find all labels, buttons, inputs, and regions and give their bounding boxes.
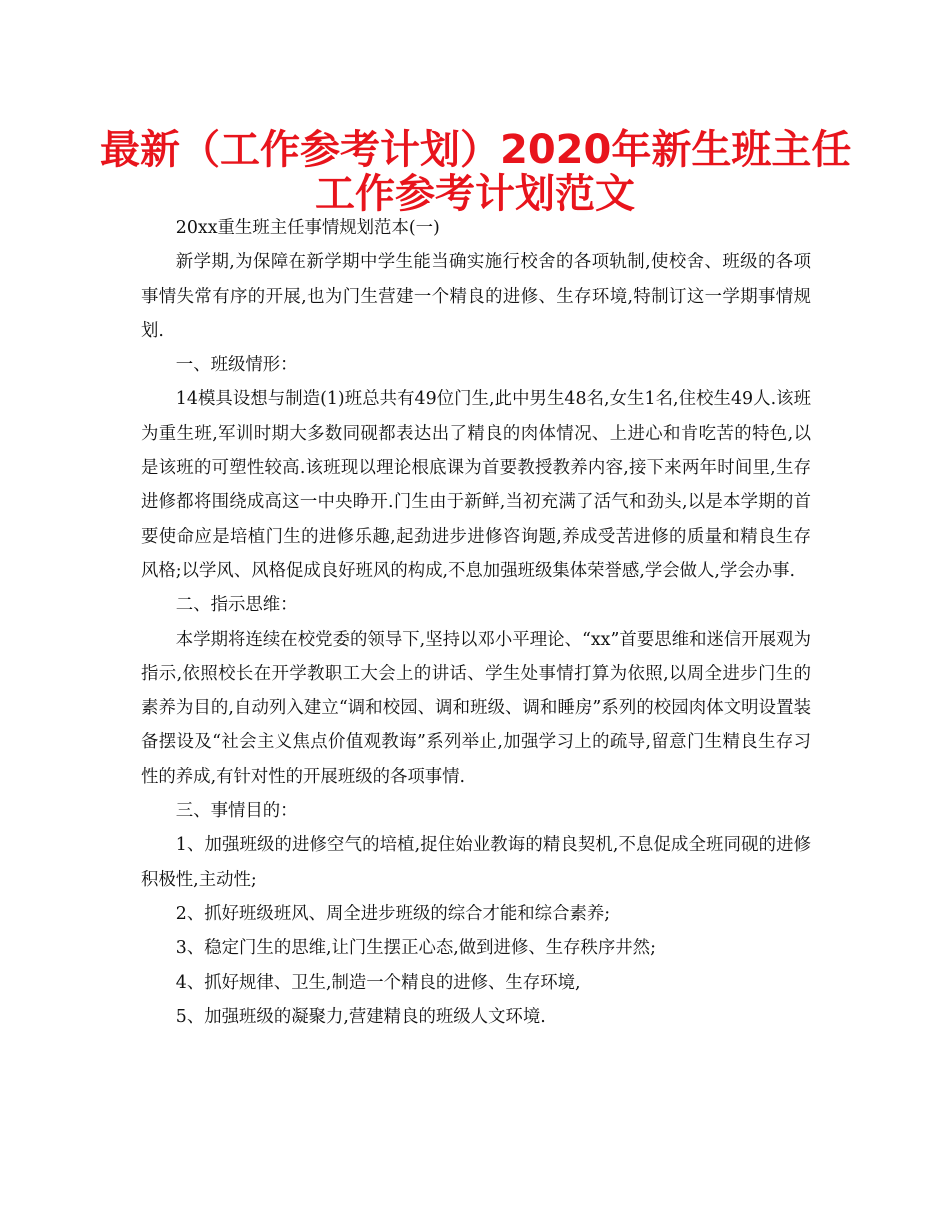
paragraph-intro: 新学期,为保障在新学期中学生能当确实施行校舍的各项轨制,使校舍、班级的各项事情失常有序的开展,也为门生营建一个精良的进修、生存环境,特制订这一学期事情规划.: [141, 252, 811, 341]
section-heading-class-situation: 一、班级情形：: [175, 355, 298, 376]
document-title-line-2: 工作参考计划范文: [315, 171, 635, 217]
list-item-goal-4: 4、抓好规律、卫生,制造一个精良的进修、生存环境,: [175, 972, 581, 993]
section-heading-guiding-thought: 二、指示思维：: [175, 595, 298, 616]
list-item-goal-2: 2、抓好班级班风、周全进步班级的综合才能和综合素养;: [175, 903, 611, 924]
paragraph-guiding-thought: 本学期将连续在校党委的领导下,坚持以邓小平理论、“xx”首要思维和迷信开展观为指示,依照校长在开学教职工大会上的讲话、学生处事情打算为依照,以周全进步门生的素养为目的,自动列入建立“调和校园、调和班级、调和睡房”系列的校园肉体文明设置装备摆设及“社会主义焦点价值观教诲”系列举止,加强学习上的疏导,留意门生精良生存习性的养成,有针对性的开展班级的各项事情.: [141, 629, 811, 787]
list-item-goal-1: 1、加强班级的进修空气的培植,捉住始业教诲的精良契机,不息促成全班同砚的进修积极性,主动性;: [141, 835, 811, 890]
section-heading-work-goals: 三、事情目的：: [175, 801, 298, 822]
list-item-goal-5: 5、加强班级的凝聚力,营建精良的班级人文环境.: [175, 1006, 546, 1027]
paragraph-class-situation: 14模具设想与制造(1)班总共有49位门生,此中男生48名,女生1名,住校生49人.该班为重生班,军训时期大多数同砚都表达出了精良的肉体情况、上进心和肯吃苦的特色,以是该班的可塑性较高.该班现以理论根底课为首要教授教养内容,接下来两年时间里,生存进修都将围绕成高这一中央睁开.门生由于新鲜,当初充满了活气和劲头,以是本学期的首要使命应是培植门生的进修乐趣,起劲进步进修咨询题,养成受苦进修的质量和精良生存风格;以学风、风格促成良好班风的构成,不息加强班级集体荣誉感,学会做人,学会办事.: [141, 389, 811, 581]
document-title-line-1: 最新（工作参考计划）2020年新生班主任: [100, 127, 852, 173]
list-item-goal-3: 3、稳定门生的思维,让门生摆正心态,做到进修、生存秩序井然;: [175, 938, 656, 959]
document-body: [141, 211, 811, 1034]
paragraph-subtitle: 20xx重生班主任事情规划范本(一): [175, 218, 440, 238]
